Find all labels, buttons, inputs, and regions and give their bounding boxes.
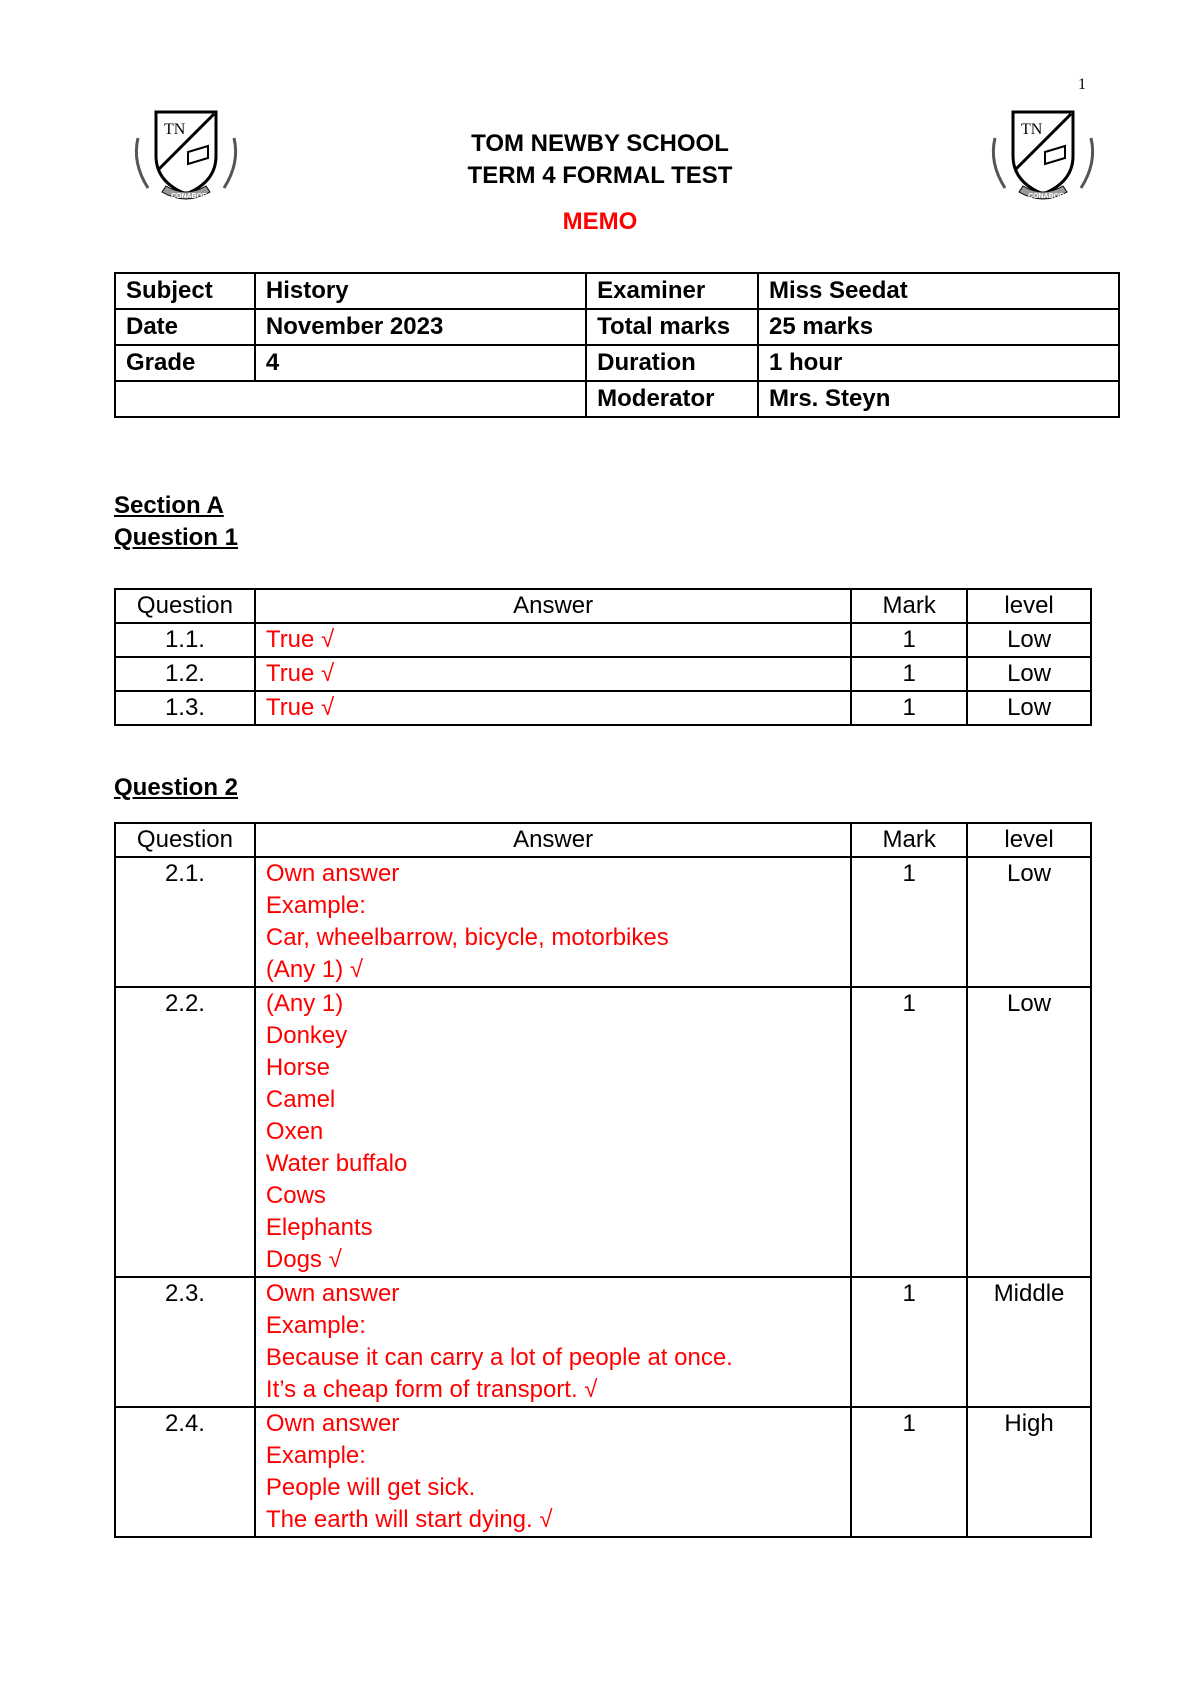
school-name: TOM NEWBY SCHOOL xyxy=(471,130,729,157)
answer-line: Cows xyxy=(265,1182,326,1209)
question-1-heading: Question 1 xyxy=(114,524,239,551)
test-info-table xyxy=(114,272,1120,418)
answer-line: Camel xyxy=(265,1086,336,1113)
answer-line: Own answer xyxy=(265,1280,400,1307)
answer-cell xyxy=(255,1407,851,1537)
subject-label: Subject xyxy=(115,273,255,309)
answer-line: Because it can carry a lot of people at once. xyxy=(265,1344,733,1371)
answer-line: People will get sick. xyxy=(265,1474,476,1501)
question-number: 1.3. xyxy=(115,691,255,725)
answer-line: Example: xyxy=(265,1312,366,1339)
mark-value: 1 xyxy=(851,691,967,725)
mark-value: 1 xyxy=(851,857,967,987)
table-row xyxy=(115,691,1091,725)
test-title: TERM 4 FORMAL TEST xyxy=(467,162,733,189)
question-number: 2.4. xyxy=(115,1407,255,1537)
answer-cell xyxy=(255,691,851,725)
date-label: Date xyxy=(115,309,255,345)
column-header-mark: Mark xyxy=(851,823,967,857)
column-header-question: Question xyxy=(115,823,255,857)
level-value: Low xyxy=(967,623,1091,657)
answer-cell xyxy=(255,1277,851,1407)
level-value: Low xyxy=(967,657,1091,691)
mark-value: 1 xyxy=(851,1277,967,1407)
date-value: November 2023 xyxy=(255,309,586,345)
document-header xyxy=(0,128,1200,236)
table-header-row xyxy=(115,589,1091,623)
column-header-answer: Answer xyxy=(255,823,851,857)
total-marks-value: 25 marks xyxy=(758,309,1119,345)
moderator-value: Mrs. Steyn xyxy=(758,381,1119,417)
table-row xyxy=(115,381,1119,417)
answer-line: (Any 1) √ xyxy=(265,956,364,983)
question-number: 2.3. xyxy=(115,1277,255,1407)
examiner-value: Miss Seedat xyxy=(758,273,1119,309)
table-row xyxy=(115,987,1091,1277)
question-2-table xyxy=(114,822,1092,1538)
question-number: 1.2. xyxy=(115,657,255,691)
crest-banner-text: CONABOR xyxy=(1028,193,1065,200)
column-header-mark: Mark xyxy=(851,589,967,623)
empty-cell xyxy=(115,381,586,417)
answer-cell xyxy=(255,987,851,1277)
answer-line: Oxen xyxy=(265,1118,324,1145)
answer-line: Donkey xyxy=(265,1022,348,1049)
answer-line: Own answer xyxy=(265,1410,400,1437)
table-row xyxy=(115,623,1091,657)
table-row xyxy=(115,273,1119,309)
table-row xyxy=(115,345,1119,381)
level-value: Low xyxy=(967,987,1091,1277)
table-row xyxy=(115,857,1091,987)
answer-line: True √ xyxy=(265,660,335,687)
answer-line: (Any 1) xyxy=(265,990,344,1017)
question-1-table xyxy=(114,588,1092,726)
answer-cell xyxy=(255,857,851,987)
crest-banner-text: CONABOR xyxy=(171,193,208,200)
section-a-heading: Section A xyxy=(114,492,224,519)
mark-value: 1 xyxy=(851,987,967,1277)
grade-value: 4 xyxy=(255,345,586,381)
answer-line: Horse xyxy=(265,1054,330,1081)
answer-cell xyxy=(255,623,851,657)
grade-label: Grade xyxy=(115,345,255,381)
column-header-question: Question xyxy=(115,589,255,623)
level-value: Low xyxy=(967,691,1091,725)
table-row xyxy=(115,309,1119,345)
examiner-label: Examiner xyxy=(586,273,758,309)
mark-value: 1 xyxy=(851,657,967,691)
mark-value: 1 xyxy=(851,623,967,657)
answer-line: Water buffalo xyxy=(265,1150,408,1177)
answer-line: It’s a cheap form of transport. √ xyxy=(265,1376,598,1403)
table-header-row xyxy=(115,823,1091,857)
answer-line: Example: xyxy=(265,1442,366,1469)
svg-text:TN: TN xyxy=(164,121,186,138)
column-header-level: level xyxy=(967,589,1091,623)
answer-line: True √ xyxy=(265,694,335,721)
level-value: Middle xyxy=(967,1277,1091,1407)
answer-line: Car, wheelbarrow, bicycle, motorbikes xyxy=(265,924,669,951)
answer-line: Own answer xyxy=(265,860,400,887)
table-row xyxy=(115,1407,1091,1537)
question-number: 1.1. xyxy=(115,623,255,657)
answer-cell xyxy=(255,657,851,691)
level-value: Low xyxy=(967,857,1091,987)
page-number: 1 xyxy=(1078,76,1086,93)
question-number: 2.2. xyxy=(115,987,255,1277)
answer-line: Dogs √ xyxy=(265,1246,342,1273)
moderator-label: Moderator xyxy=(586,381,758,417)
subject-value: History xyxy=(255,273,586,309)
level-value: High xyxy=(967,1407,1091,1537)
svg-text:TN: TN xyxy=(1021,121,1043,138)
total-marks-label: Total marks xyxy=(586,309,758,345)
question-number: 2.1. xyxy=(115,857,255,987)
mark-value: 1 xyxy=(851,1407,967,1537)
column-header-level: level xyxy=(967,823,1091,857)
answer-line: The earth will start dying. √ xyxy=(265,1506,553,1533)
table-row xyxy=(115,1277,1091,1407)
column-header-answer: Answer xyxy=(255,589,851,623)
memo-title: MEMO xyxy=(562,208,638,235)
answer-line: Elephants xyxy=(265,1214,373,1241)
table-row xyxy=(115,657,1091,691)
answer-line: Example: xyxy=(265,892,366,919)
duration-value: 1 hour xyxy=(758,345,1119,381)
duration-label: Duration xyxy=(586,345,758,381)
answer-line: True √ xyxy=(265,626,335,653)
question-2-heading: Question 2 xyxy=(114,774,239,801)
